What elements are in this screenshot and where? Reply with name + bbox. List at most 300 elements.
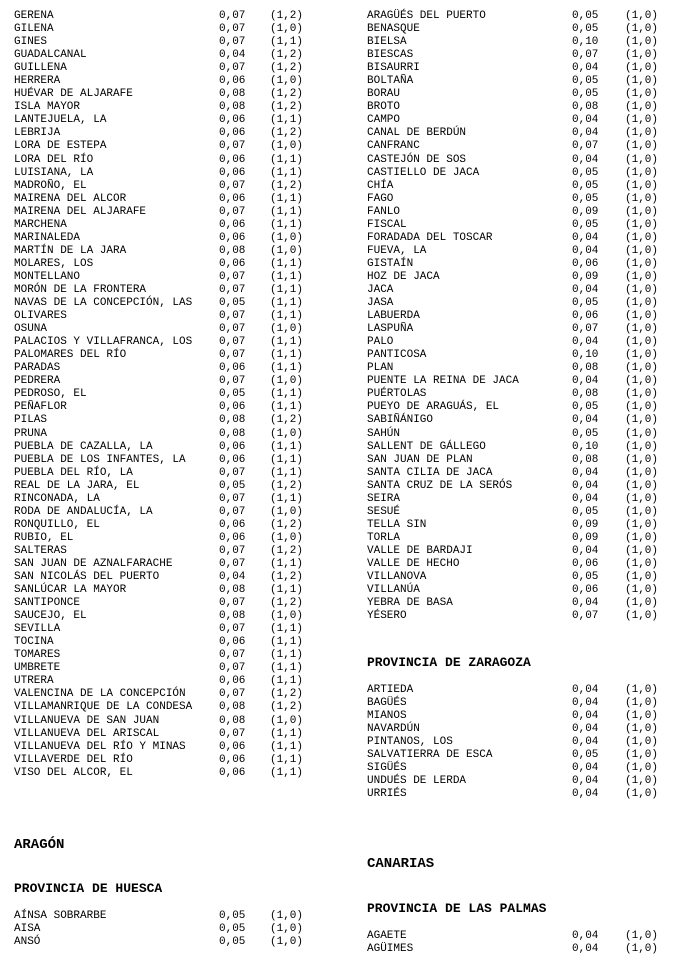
coefficient-value: 0,06 [219, 127, 246, 140]
municipality-name: HOZ DE JACA [367, 270, 440, 283]
table-row [14, 336, 334, 349]
coefficient-value: 0,04 [572, 114, 599, 127]
municipality-name: ARTIEDA [367, 684, 414, 696]
coefficient-value: 0,06 [219, 257, 246, 270]
coefficient-code: (1,2) [270, 544, 304, 557]
table-row [14, 636, 334, 649]
coefficient-value: 0,07 [219, 544, 246, 557]
coefficient-code: (1,2) [270, 49, 304, 62]
coefficient-code: (1,1) [270, 362, 304, 375]
table-row [367, 62, 667, 75]
municipality-name: AGÜIMES [367, 943, 414, 956]
coefficient-code: (1,1) [270, 257, 304, 270]
table-row [14, 154, 334, 167]
municipality-name: JASA [367, 297, 394, 310]
municipality-name: MIANOS [367, 710, 407, 723]
coefficient-value: 0,06 [219, 114, 246, 127]
municipality-name: MOLARES, LOS [14, 257, 94, 270]
coefficient-value: 0,07 [219, 349, 246, 362]
coefficient-code: (1,0) [270, 923, 304, 936]
coefficient-code: (1,2) [270, 179, 304, 192]
table-row [367, 140, 667, 153]
municipality-name: FANLO [367, 205, 401, 218]
table-row [367, 167, 667, 180]
coefficient-code: (1,0) [625, 697, 659, 710]
coefficient-value: 0,07 [219, 375, 246, 388]
coefficient-value: 0,06 [219, 753, 246, 766]
table-row [14, 480, 334, 493]
table-row [14, 767, 334, 780]
table-row [367, 75, 667, 88]
municipality-name: CANAL DE BERDÚN [367, 127, 467, 140]
coefficient-value: 0,05 [219, 388, 246, 401]
table-row [14, 245, 334, 258]
coefficient-value: 0,05 [219, 297, 246, 310]
municipality-name: OLIVARES [14, 310, 67, 323]
municipality-name: VALLE DE BARDAJI [367, 544, 473, 557]
coefficient-value: 0,07 [219, 727, 246, 740]
table-row [367, 506, 667, 519]
coefficient-code: (1,0) [625, 257, 659, 270]
municipality-name: MARINALEDA [14, 231, 81, 244]
coefficient-code: (1,1) [270, 349, 304, 362]
municipality-name: ANSÓ [14, 936, 41, 949]
municipality-name: RONQUILLO, EL [14, 518, 100, 531]
coefficient-value: 0,07 [219, 283, 246, 296]
coefficient-value: 0,08 [219, 714, 246, 727]
coefficient-code: (1,0) [625, 762, 659, 775]
municipality-name: TOCINA [14, 636, 54, 649]
coefficient-value: 0,06 [219, 440, 246, 453]
table-row [14, 206, 334, 219]
table-row [367, 49, 667, 62]
municipality-name: FORADADA DEL TOSCAR [367, 231, 493, 244]
coefficient-code: (1,0) [625, 323, 659, 336]
coefficient-code: (1,0) [625, 179, 659, 192]
coefficient-code: (1,0) [625, 192, 659, 205]
table-row [367, 245, 667, 258]
table-row [14, 101, 334, 114]
coefficient-code: (1,0) [625, 205, 659, 218]
municipality-list-zaragoza [367, 684, 667, 801]
coefficient-code: (1,0) [625, 788, 659, 801]
coefficient-value: 0,06 [219, 518, 246, 531]
municipality-name: MARCHENA [14, 218, 67, 231]
table-row [367, 597, 667, 610]
municipality-name: VILLANUEVA DEL RÍO Y MINAS [14, 740, 186, 753]
table-row [367, 23, 667, 36]
coefficient-code: (1,1) [270, 466, 304, 479]
municipality-name: SESUÉ [367, 505, 401, 518]
coefficient-value: 0,04 [572, 762, 599, 775]
coefficient-code: (1,1) [270, 388, 304, 401]
coefficient-value: 0,07 [219, 140, 246, 153]
coefficient-code: (1,1) [270, 336, 304, 349]
municipality-name: UNDUÉS DE LERDA [367, 775, 467, 788]
coefficient-value: 0,05 [572, 401, 599, 414]
coefficient-value: 0,06 [572, 257, 599, 270]
table-row [14, 310, 334, 323]
table-row [367, 232, 667, 245]
coefficient-code: (1,0) [270, 714, 304, 727]
coefficient-value: 0,04 [572, 479, 599, 492]
coefficient-value: 0,04 [572, 775, 599, 788]
coefficient-value: 0,04 [572, 788, 599, 801]
municipality-name: BIESCAS [367, 49, 414, 62]
municipality-name: SEIRA [367, 492, 401, 505]
table-row [14, 506, 334, 519]
coefficient-value: 0,07 [572, 140, 599, 153]
table-row [14, 571, 334, 584]
municipality-name: BOLTAÑA [367, 75, 414, 88]
table-row [14, 610, 334, 623]
table-row [367, 114, 667, 127]
coefficient-value: 0,04 [572, 697, 599, 710]
table-row [367, 323, 667, 336]
coefficient-code: (1,0) [270, 323, 304, 336]
coefficient-value: 0,04 [572, 127, 599, 140]
municipality-name: CHÍA [367, 179, 394, 192]
municipality-name: RINCONADA, LA [14, 492, 100, 505]
table-row [14, 467, 334, 480]
municipality-name: TOMARES [14, 649, 61, 662]
coefficient-code: (1,0) [625, 453, 659, 466]
table-row [14, 715, 334, 728]
coefficient-code: (1,1) [270, 36, 304, 49]
municipality-name: MADROÑO, EL [14, 179, 87, 192]
municipality-name: BIELSA [367, 36, 407, 49]
municipality-name: MARTÍN DE LA JARA [14, 244, 127, 257]
coefficient-code: (1,0) [270, 936, 304, 949]
municipality-name: PILAS [14, 414, 48, 427]
table-row [367, 428, 667, 441]
municipality-name: PUEBLA DE CAZALLA, LA [14, 440, 153, 453]
coefficient-value: 0,05 [572, 192, 599, 205]
coefficient-code: (1,0) [270, 610, 304, 623]
coefficient-code: (1,2) [270, 88, 304, 101]
municipality-list-huesca [367, 10, 667, 623]
municipality-name: PALACIOS Y VILLAFRANCA, LOS [14, 336, 193, 349]
table-row [367, 258, 667, 271]
coefficient-value: 0,04 [572, 723, 599, 736]
coefficient-value: 0,07 [219, 310, 246, 323]
municipality-name: SEVILLA [14, 623, 61, 636]
table-row [14, 62, 334, 75]
table-row [367, 127, 667, 140]
coefficient-code: (1,0) [270, 910, 304, 922]
coefficient-value: 0,07 [219, 557, 246, 570]
coefficient-code: (1,0) [625, 270, 659, 283]
table-row [367, 480, 667, 493]
table-row [14, 936, 334, 949]
coefficient-code: (1,0) [625, 597, 659, 610]
table-row [367, 493, 667, 506]
coefficient-code: (1,1) [270, 310, 304, 323]
coefficient-code: (1,0) [270, 231, 304, 244]
coefficient-code: (1,1) [270, 114, 304, 127]
coefficient-code: (1,0) [625, 153, 659, 166]
municipality-name: VILLANUEVA DE SAN JUAN [14, 714, 160, 727]
municipality-name: LEBRIJA [14, 127, 61, 140]
coefficient-code: (1,1) [270, 453, 304, 466]
coefficient-code: (1,0) [625, 610, 659, 623]
coefficient-value: 0,04 [572, 684, 599, 696]
municipality-name: PEÑAFLOR [14, 401, 67, 414]
coefficient-value: 0,06 [219, 362, 246, 375]
coefficient-value: 0,09 [572, 205, 599, 218]
municipality-name: YEBRA DE BASA [367, 597, 453, 610]
coefficient-code: (1,0) [625, 930, 659, 942]
coefficient-code: (1,1) [270, 270, 304, 283]
table-row [367, 467, 667, 480]
table-row [14, 662, 334, 675]
municipality-name: PARADAS [14, 362, 61, 375]
table-row [367, 414, 667, 427]
table-row [367, 154, 667, 167]
municipality-name: PUEBLA DEL RÍO, LA [14, 466, 133, 479]
coefficient-value: 0,07 [219, 688, 246, 701]
coefficient-code: (1,0) [625, 544, 659, 557]
coefficient-code: (1,0) [270, 75, 304, 88]
coefficient-code: (1,1) [270, 675, 304, 688]
municipality-name: AGAETE [367, 930, 407, 942]
coefficient-value: 0,04 [572, 414, 599, 427]
municipality-name: VALENCINA DE LA CONCEPCIÓN [14, 688, 186, 701]
coefficient-value: 0,06 [219, 153, 246, 166]
municipality-name: HERRERA [14, 75, 61, 88]
coefficient-code: (1,0) [625, 466, 659, 479]
municipality-name: RUBIO, EL [14, 531, 74, 544]
municipality-name: SABIÑÁNIGO [367, 414, 434, 427]
coefficient-value: 0,05 [572, 427, 599, 440]
table-row [14, 349, 334, 362]
municipality-name: PUENTE LA REINA DE JACA [367, 375, 519, 388]
coefficient-code: (1,0) [625, 140, 659, 153]
table-row [14, 180, 334, 193]
coefficient-value: 0,08 [219, 244, 246, 257]
table-row [14, 75, 334, 88]
table-row [14, 701, 334, 714]
municipality-name: BROTO [367, 101, 401, 114]
table-row [367, 930, 667, 943]
province-heading-las-palmas: PROVINCIA DE LAS PALMAS [367, 901, 547, 916]
municipality-name: PALO [367, 336, 394, 349]
province-heading-huesca: PROVINCIA DE HUESCA [14, 881, 163, 896]
coefficient-code: (1,0) [625, 10, 659, 22]
municipality-name: BORAU [367, 88, 401, 101]
coefficient-value: 0,08 [219, 701, 246, 714]
coefficient-code: (1,0) [625, 283, 659, 296]
table-row [14, 284, 334, 297]
municipality-name: GUADALCANAL [14, 49, 87, 62]
municipality-name: NAVAS DE LA CONCEPCIÓN, LAS [14, 297, 193, 310]
coefficient-code: (1,0) [270, 531, 304, 544]
table-row [367, 88, 667, 101]
coefficient-code: (1,2) [270, 688, 304, 701]
coefficient-value: 0,07 [572, 610, 599, 623]
table-row [14, 323, 334, 336]
coefficient-value: 0,08 [219, 414, 246, 427]
table-row [14, 688, 334, 701]
coefficient-value: 0,05 [572, 505, 599, 518]
municipality-name: SANTIPONCE [14, 597, 81, 610]
coefficient-code: (1,0) [625, 557, 659, 570]
coefficient-code: (1,1) [270, 218, 304, 231]
municipality-name: SALVATIERRA DE ESCA [367, 749, 493, 762]
municipality-name: PLAN [367, 362, 394, 375]
table-row [14, 140, 334, 153]
table-row [367, 610, 667, 623]
coefficient-value: 0,04 [572, 597, 599, 610]
coefficient-code: (1,0) [625, 88, 659, 101]
coefficient-code: (1,2) [270, 479, 304, 492]
table-row [367, 193, 667, 206]
coefficient-value: 0,05 [219, 479, 246, 492]
table-row [367, 558, 667, 571]
coefficient-value: 0,04 [572, 710, 599, 723]
municipality-name: SANTA CILIA DE JACA [367, 466, 493, 479]
table-row [367, 336, 667, 349]
coefficient-value: 0,07 [219, 270, 246, 283]
coefficient-value: 0,10 [572, 440, 599, 453]
municipality-name: AISA [14, 923, 41, 936]
coefficient-value: 0,05 [572, 218, 599, 231]
municipality-name: LASPUÑA [367, 323, 414, 336]
table-row [14, 623, 334, 636]
table-row [14, 558, 334, 571]
table-row [367, 180, 667, 193]
right-column [367, 10, 667, 623]
coefficient-code: (1,0) [270, 505, 304, 518]
table-row [367, 219, 667, 232]
table-row [14, 493, 334, 506]
coefficient-value: 0,04 [219, 571, 246, 584]
coefficient-code: (1,0) [625, 62, 659, 75]
table-row [14, 584, 334, 597]
coefficient-value: 0,08 [219, 101, 246, 114]
table-row [367, 775, 667, 788]
coefficient-value: 0,07 [219, 323, 246, 336]
coefficient-value: 0,06 [219, 740, 246, 753]
municipality-name: PEDROSO, EL [14, 388, 87, 401]
table-row [367, 310, 667, 323]
coefficient-code: (1,1) [270, 492, 304, 505]
coefficient-code: (1,0) [625, 492, 659, 505]
coefficient-value: 0,04 [219, 49, 246, 62]
table-row [14, 741, 334, 754]
table-row [367, 532, 667, 545]
table-row [14, 10, 334, 23]
table-row [14, 910, 334, 923]
coefficient-code: (1,0) [625, 49, 659, 62]
coefficient-code: (1,0) [270, 375, 304, 388]
municipality-name: CANFRANC [367, 140, 420, 153]
table-row [14, 219, 334, 232]
coefficient-code: (1,0) [625, 684, 659, 696]
municipality-name: SAUCEJO, EL [14, 610, 87, 623]
coefficient-code: (1,0) [625, 723, 659, 736]
table-row [14, 167, 334, 180]
coefficient-value: 0,06 [219, 766, 246, 779]
table-row [14, 545, 334, 558]
coefficient-value: 0,05 [572, 179, 599, 192]
coefficient-code: (1,0) [625, 414, 659, 427]
coefficient-value: 0,07 [219, 23, 246, 36]
coefficient-code: (1,1) [270, 440, 304, 453]
coefficient-code: (1,1) [270, 192, 304, 205]
coefficient-value: 0,09 [572, 518, 599, 531]
coefficient-code: (1,0) [625, 584, 659, 597]
coefficient-value: 0,08 [219, 584, 246, 597]
coefficient-value: 0,06 [219, 166, 246, 179]
table-row [367, 723, 667, 736]
coefficient-value: 0,07 [219, 466, 246, 479]
coefficient-code: (1,2) [270, 701, 304, 714]
municipality-name: AÍNSA SOBRARBE [14, 910, 107, 922]
table-row [367, 684, 667, 697]
coefficient-code: (1,0) [625, 297, 659, 310]
coefficient-code: (1,0) [625, 349, 659, 362]
coefficient-code: (1,1) [270, 205, 304, 218]
coefficient-value: 0,05 [572, 23, 599, 36]
coefficient-value: 0,04 [572, 336, 599, 349]
coefficient-code: (1,2) [270, 101, 304, 114]
coefficient-code: (1,2) [270, 518, 304, 531]
coefficient-value: 0,05 [572, 166, 599, 179]
municipality-name: FAGO [367, 192, 394, 205]
table-row [14, 401, 334, 414]
coefficient-value: 0,06 [219, 636, 246, 649]
municipality-name: SAHÚN [367, 427, 401, 440]
municipality-name: CASTEJÓN DE SOS [367, 153, 467, 166]
coefficient-value: 0,07 [219, 505, 246, 518]
municipality-name: GILENA [14, 23, 54, 36]
municipality-name: ISLA MAYOR [14, 101, 81, 114]
coefficient-value: 0,04 [572, 466, 599, 479]
table-row [14, 88, 334, 101]
municipality-name: BAGÜÉS [367, 697, 407, 710]
table-row [367, 545, 667, 558]
table-row [367, 584, 667, 597]
municipality-name: VILLANÚA [367, 584, 420, 597]
municipality-name: LUISIANA, LA [14, 166, 94, 179]
coefficient-code: (1,0) [270, 23, 304, 36]
table-row [14, 454, 334, 467]
municipality-name: GERENA [14, 10, 54, 22]
municipality-name: TORLA [367, 531, 401, 544]
municipality-name: CASTIELLO DE JACA [367, 166, 480, 179]
municipality-name: SAN NICOLÁS DEL PUERTO [14, 571, 160, 584]
coefficient-code: (1,2) [270, 414, 304, 427]
municipality-name: PUEYO DE ARAGUÁS, EL [367, 401, 500, 414]
municipality-name: GUILLENA [14, 62, 67, 75]
coefficient-code: (1,0) [625, 114, 659, 127]
coefficient-value: 0,06 [219, 401, 246, 414]
coefficient-value: 0,09 [572, 531, 599, 544]
municipality-name: LORA DEL RÍO [14, 153, 94, 166]
coefficient-value: 0,07 [219, 336, 246, 349]
table-row [367, 362, 667, 375]
region-heading-canarias: CANARIAS [367, 856, 435, 872]
table-row [14, 649, 334, 662]
table-row [367, 36, 667, 49]
municipality-name: VILLANUEVA DEL ARISCAL [14, 727, 160, 740]
table-row [14, 519, 334, 532]
coefficient-code: (1,0) [625, 166, 659, 179]
municipality-name: SANTA CRUZ DE LA SERÓS [367, 479, 513, 492]
coefficient-code: (1,0) [625, 244, 659, 257]
coefficient-code: (1,0) [625, 336, 659, 349]
